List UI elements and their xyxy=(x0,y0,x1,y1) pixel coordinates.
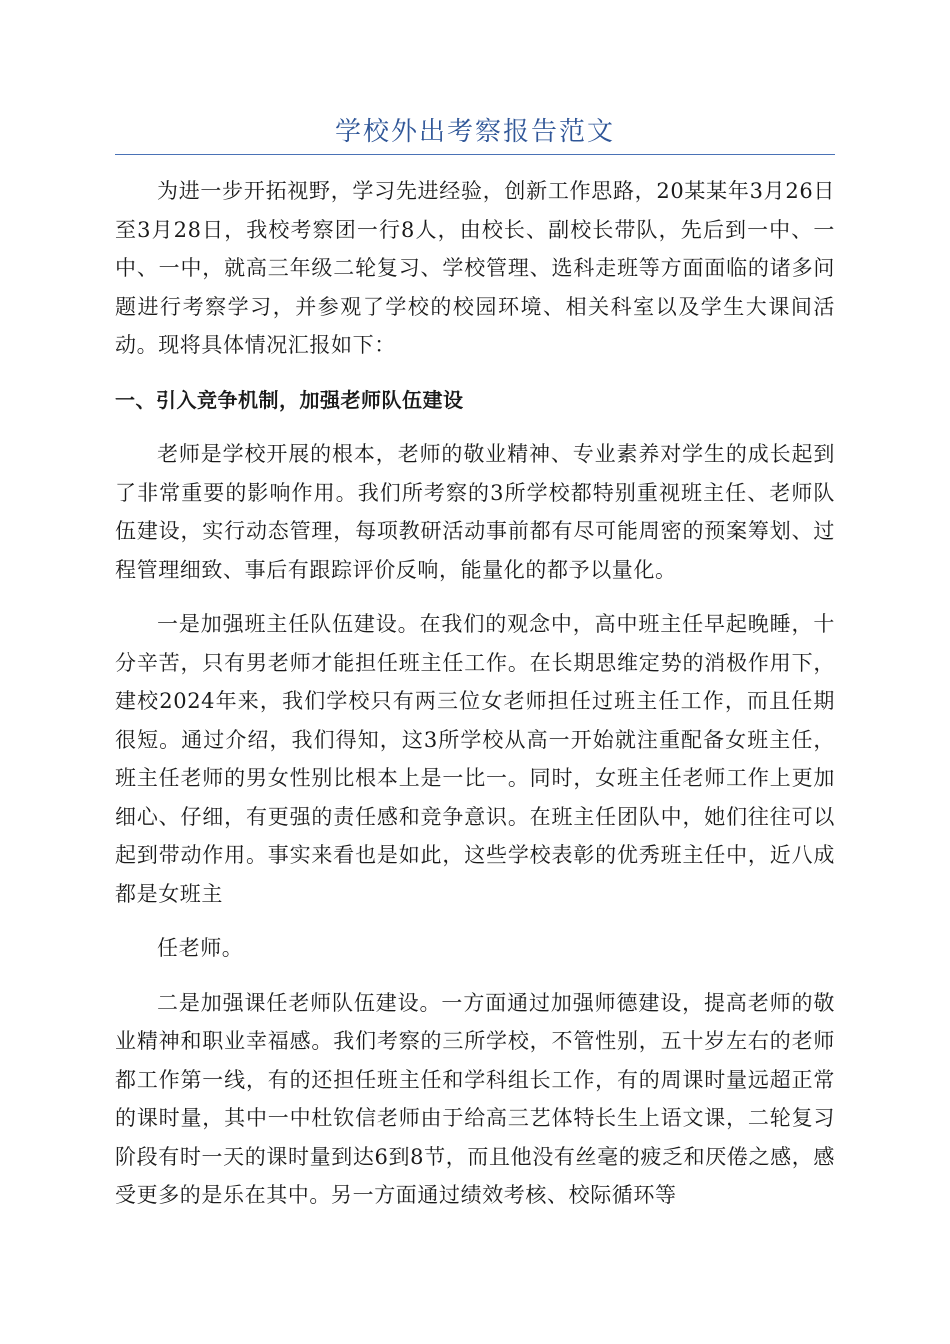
section-heading-1: 一、引入竞争机制，加强老师队伍建设 xyxy=(115,387,464,412)
section1-paragraph-3: 二是加强课任老师队伍建设。一方面通过加强师德建设，提高老师的敬业精神和职业幸福感。我们考察的三所学校，不管性别，五十岁左右的老师都工作第一线，有的还担任班主任和学科组长工作，有的周课时量远超正常的课时量，其中一中杜钦信老师由于给高三艺体特长生上语文课，二轮复习阶段有时一天的课时量到达6到8节，而且他没有丝毫的疲乏和厌倦之感，感受更多的是乐在其中。另一方面通过绩效考核、校际循环等 xyxy=(115,990,835,1207)
document-title: 学校外出考察报告范文 xyxy=(334,117,615,147)
section1-paragraph-1: 老师是学校开展的根本，老师的敬业精神、专业素养对学生的成长起到了非常重要的影响作用。我们所考察的3所学校都特别重视班主任、老师队伍建设，实行动态管理，每项教研活动事前都有尽可能周密的预案筹划、过程管理细致、事后有跟踪评价反响，能量化的都予以量化。 xyxy=(115,442,835,582)
section1-paragraph-2-continued: 任老师。 xyxy=(157,936,244,960)
section1-paragraph-2: 一是加强班主任队伍建设。在我们的观念中，高中班主任早起晚睡，十分辛苦，只有男老师才能担任班主任工作。在长期思维定势的消极作用下，建校2024年来，我们学校只有两三位女老师担任过班主任工作，而且任期很短。通过介绍，我们得知，这3所学校从高一开始就注重配备女班主任，班主任老师的男女性别比根本上是一比一。同时，女班主任老师工作上更加细心、仔细，有更强的责任感和竞争意识。在班主任团队中，她们往往可以起到带动作用。事实来看也是如此，这些学校表彰的优秀班主任中，近八成都是女班主 xyxy=(115,612,835,906)
document-body xyxy=(115,172,835,1231)
title-underline xyxy=(115,154,835,155)
intro-paragraph: 为进一步开拓视野，学习先进经验，创新工作思路，20某某年3月26日至3月28日，我校考察团一行8人，由校长、副校长带队，先后到一中、一中、一中，就高三年级二轮复习、学校管理、选科走班等方面面临的诸多问题进行考察学习，并参观了学校的校园环境、相关科室以及学生大课间活动。现将具体情况汇报如下： xyxy=(115,179,835,357)
